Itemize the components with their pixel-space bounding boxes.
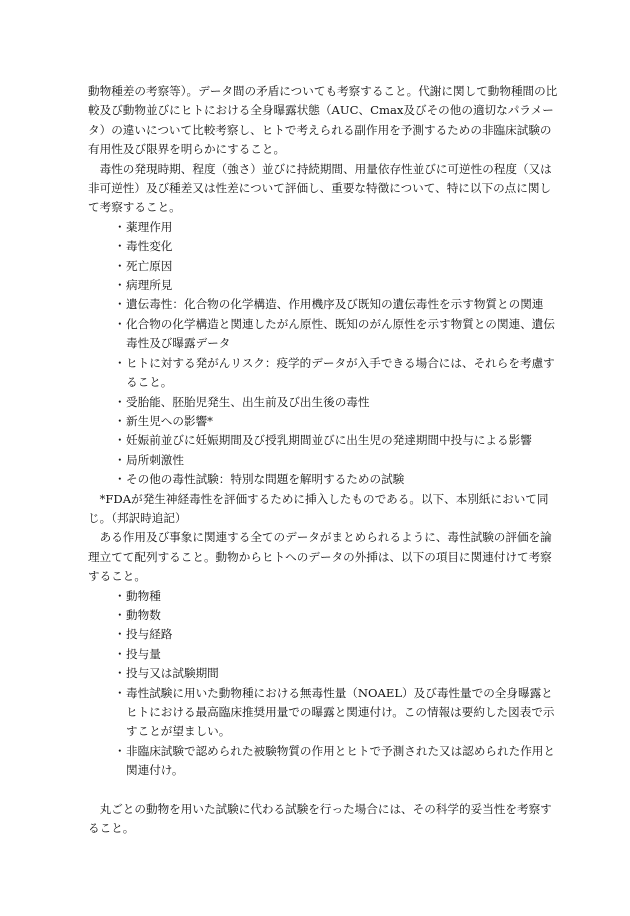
bullet: ・ bbox=[114, 278, 126, 293]
bullet: ・ bbox=[114, 433, 126, 448]
list-item bbox=[88, 276, 558, 295]
list-item-text: 病理所見 bbox=[126, 278, 173, 293]
list-item-text: 妊娠前並びに妊娠期間及び授乳期間並びに出生児の発達期間中投与による影響 bbox=[126, 433, 532, 448]
list-item bbox=[88, 393, 558, 412]
paragraph-spacer bbox=[88, 781, 558, 800]
list-item-text: 化合物の化学構造と関連したがん原性、既知のがん原性を示す物質との関連、遺伝毒性及び曝露データ bbox=[126, 316, 555, 351]
list-item bbox=[88, 218, 558, 237]
list-item-text: 局所刺激性 bbox=[126, 452, 184, 467]
document-body bbox=[88, 82, 558, 838]
bullet: ・ bbox=[114, 472, 126, 487]
list-item bbox=[88, 606, 558, 625]
bullet: ・ bbox=[114, 666, 126, 681]
bullet: ・ bbox=[114, 239, 126, 254]
bullet: ・ bbox=[114, 219, 126, 234]
list-item-text: 動物種 bbox=[126, 588, 161, 603]
list-item-text: 動物数 bbox=[126, 607, 161, 622]
list-item-text: 毒性変化 bbox=[126, 239, 173, 254]
list-item bbox=[88, 237, 558, 256]
list-item-text: ヒトに対する発がんリスク：疫学的データが入手できる場合には、それらを考慮すること。 bbox=[126, 355, 555, 390]
list-item bbox=[88, 315, 558, 354]
list-item bbox=[88, 645, 558, 664]
list-item bbox=[88, 664, 558, 683]
list-item-text: 投与又は試験期間 bbox=[126, 666, 219, 681]
list-item bbox=[88, 295, 558, 314]
list-item bbox=[88, 451, 558, 470]
list-item-text: 遺伝毒性：化合物の化学構造、作用機序及び既知の遺伝毒性を示す物質との関連 bbox=[126, 297, 544, 312]
list-item-text: 新生児への影響* bbox=[126, 413, 213, 428]
bullet: ・ bbox=[114, 413, 126, 428]
bullet: ・ bbox=[114, 355, 126, 370]
bullet: ・ bbox=[114, 394, 126, 409]
list-item bbox=[88, 431, 558, 450]
paragraph-extrapolation: ある作用及び事象に関連する全てのデータがまとめられるように、毒性試験の評価を論理立てて配列すること。動物からヒトへのデータの外挿は、以下の項目に関連付けて考察すること。 bbox=[88, 530, 552, 584]
list-item bbox=[88, 742, 558, 781]
list-item-text: 受胎能、胚胎児発生、出生前及び出生後の毒性 bbox=[126, 394, 370, 409]
paragraph-species-differences: 動物種差の考察等）。データ間の矛盾についても考察すること。代謝に関して動物種間の比較及び動物並びにヒトにおける全身曝露状態（AUC、Cmax及びその他の適切なパラメータ）の違いについて比較考察し、ヒトで考えられる副作用を予測するための非臨床試験の有用性及び限界を明らかにすること。 bbox=[88, 84, 558, 157]
paragraph-alternative-tests: 丸ごとの動物を用いた試験に代わる試験を行った場合には、その科学的妥当性を考察すること。 bbox=[88, 801, 552, 836]
extrapolation-items-list bbox=[88, 587, 558, 781]
list-item bbox=[88, 625, 558, 644]
list-item bbox=[88, 412, 558, 431]
bullet: ・ bbox=[114, 743, 126, 758]
bullet: ・ bbox=[114, 316, 126, 331]
bullet: ・ bbox=[114, 588, 126, 603]
bullet: ・ bbox=[114, 607, 126, 622]
list-item-text: その他の毒性試験：特別な問題を解明するための試験 bbox=[126, 472, 405, 487]
list-item-text: 毒性試験に用いた動物種における無毒性量（NOAEL）及び毒性量での全身曝露とヒトにおける最高臨床推奨用量での曝露と関連付け。この情報は要約した図表で示すことが望ましい。 bbox=[126, 685, 555, 739]
bullet: ・ bbox=[114, 258, 126, 273]
bullet: ・ bbox=[114, 685, 126, 700]
paragraph-toxicity-evaluation: 毒性の発現時期、程度（強さ）並びに持続期間、用量依存性並びに可逆性の程度（又は非可逆性）及び種差又は性差について評価し、重要な特徴について、特に以下の点に関して考察すること。 bbox=[88, 161, 552, 215]
bullet: ・ bbox=[114, 627, 126, 642]
list-item-text: 非臨床試験で認められた被験物質の作用とヒトで予測された又は認められた作用と関連付け。 bbox=[126, 743, 555, 778]
list-item bbox=[88, 257, 558, 276]
list-item bbox=[88, 354, 558, 393]
list-item bbox=[88, 587, 558, 606]
list-item bbox=[88, 470, 558, 489]
list-item-text: 死亡原因 bbox=[126, 258, 173, 273]
list-item-text: 投与量 bbox=[126, 646, 161, 661]
footnote-fda: *FDAが発生神経毒性を評価するために挿入したものである。以下、本別紙において同じ。（邦訳時追記） bbox=[88, 491, 549, 525]
list-item-text: 薬理作用 bbox=[126, 219, 173, 234]
list-item bbox=[88, 684, 558, 742]
toxicity-points-list bbox=[88, 218, 558, 490]
bullet: ・ bbox=[114, 452, 126, 467]
bullet: ・ bbox=[114, 297, 126, 312]
list-item-text: 投与経路 bbox=[126, 627, 173, 642]
bullet: ・ bbox=[114, 646, 126, 661]
